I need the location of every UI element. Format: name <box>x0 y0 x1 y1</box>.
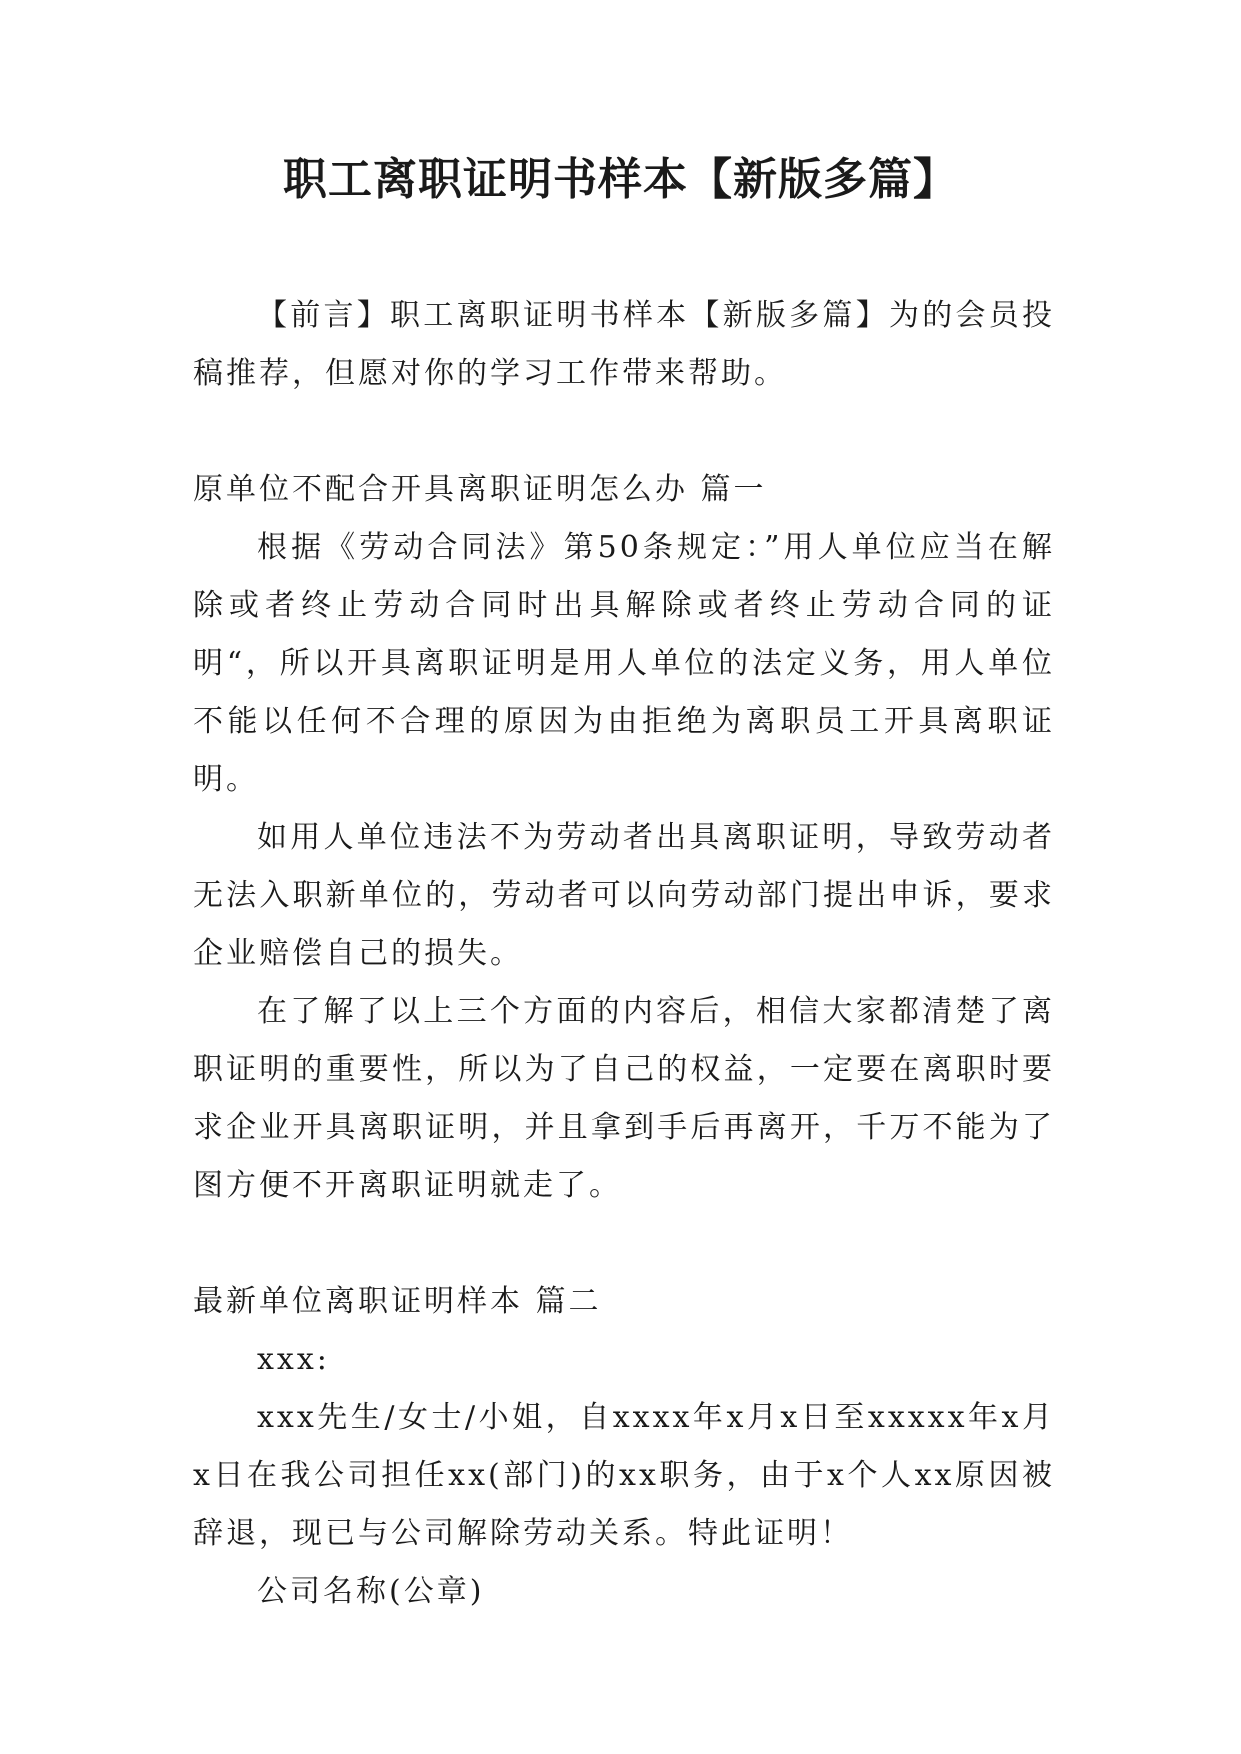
company-signature: 公司名称(公章) <box>257 1574 485 1609</box>
certificate-body: xxx先生/女士/小姐，自xxxx年x月x日至xxxxx年x月x日在我公司担任xx(部门)的xx职务，由于x个人xx原因被辞退，现已与公司解除劳动关系。特此证明！ <box>193 1400 1055 1551</box>
section1-paragraph: 根据《劳动合同法》第50条规定：”用人单位应当在解除或者终止劳动合同时出具解除或者终止劳动合同的证明“，所以开具离职证明是用人单位的法定义务，用人单位不能以任何不合理的原因为由拒绝为离职员工开具离职证明。 <box>193 530 1055 797</box>
spacer <box>193 1215 1055 1273</box>
document-body <box>193 287 1055 1621</box>
section1-heading: 原单位不配合开具离职证明怎么办 篇一 <box>193 472 767 507</box>
section2-heading: 最新单位离职证明样本 篇二 <box>193 1284 602 1319</box>
document-title: 职工离职证明书样本【新版多篇】 <box>283 154 958 205</box>
preface-paragraph: 【前言】职工离职证明书样本【新版多篇】为的会员投稿推荐，但愿对你的学习工作带来帮助。 <box>193 298 1055 391</box>
salutation: xxx: <box>257 1342 330 1377</box>
section1-paragraph: 如用人单位违法不为劳动者出具离职证明，导致劳动者无法入职新单位的，劳动者可以向劳动部门提出申诉，要求企业赔偿自己的损失。 <box>193 820 1055 971</box>
spacer <box>193 403 1055 461</box>
section1-paragraph: 在了解了以上三个方面的内容后，相信大家都清楚了离职证明的重要性，所以为了自己的权益，一定要在离职时要求企业开具离职证明，并且拿到手后再离开，千万不能为了图方便不开离职证明就走了。 <box>193 994 1055 1203</box>
